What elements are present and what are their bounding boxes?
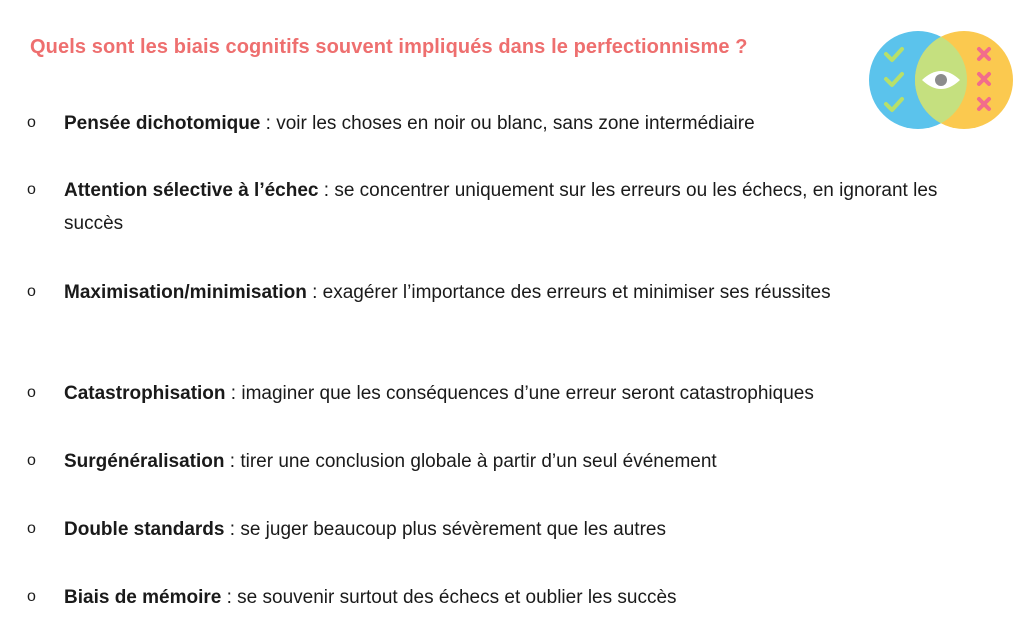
bias-description: : se concentrer uniquement sur les erreurs ou les échecs, en ignorant les succès xyxy=(64,180,938,234)
bias-description: : exagérer l’importance des erreurs et minimiser ses réussites xyxy=(306,282,831,303)
bias-term: Double standards xyxy=(64,519,225,540)
list-bullet: o xyxy=(27,588,36,605)
list-bullet: o xyxy=(27,181,36,198)
bias-term: Biais de mémoire xyxy=(64,587,222,608)
bias-description: : tirer une conclusion globale à partir d’un seul événement xyxy=(224,451,717,472)
list-bullet: o xyxy=(27,452,36,469)
list-bullet: o xyxy=(27,283,36,300)
bias-description: : voir les choses en noir ou blanc, sans zone intermédiaire xyxy=(260,113,755,134)
bias-term: Attention sélective à l’échec xyxy=(64,180,319,201)
list-bullet: o xyxy=(27,520,36,537)
bias-term: Pensée dichotomique xyxy=(64,113,261,134)
bias-description: : se juger beaucoup plus sévèrement que les autres xyxy=(224,519,666,540)
bias-description: : se souvenir surtout des échecs et oublier les succès xyxy=(221,587,677,608)
bias-description: : imaginer que les conséquences d’une erreur seront catastrophiques xyxy=(225,383,814,404)
bias-term: Maximisation/minimisation xyxy=(64,282,307,303)
list-bullet: o xyxy=(27,384,36,401)
bias-term: Surgénéralisation xyxy=(64,451,225,472)
bias-term: Catastrophisation xyxy=(64,383,226,404)
page-title: Quels sont les biais cognitifs souvent impliqués dans le perfectionnisme ? xyxy=(30,36,748,58)
list-bullet: o xyxy=(27,114,36,131)
